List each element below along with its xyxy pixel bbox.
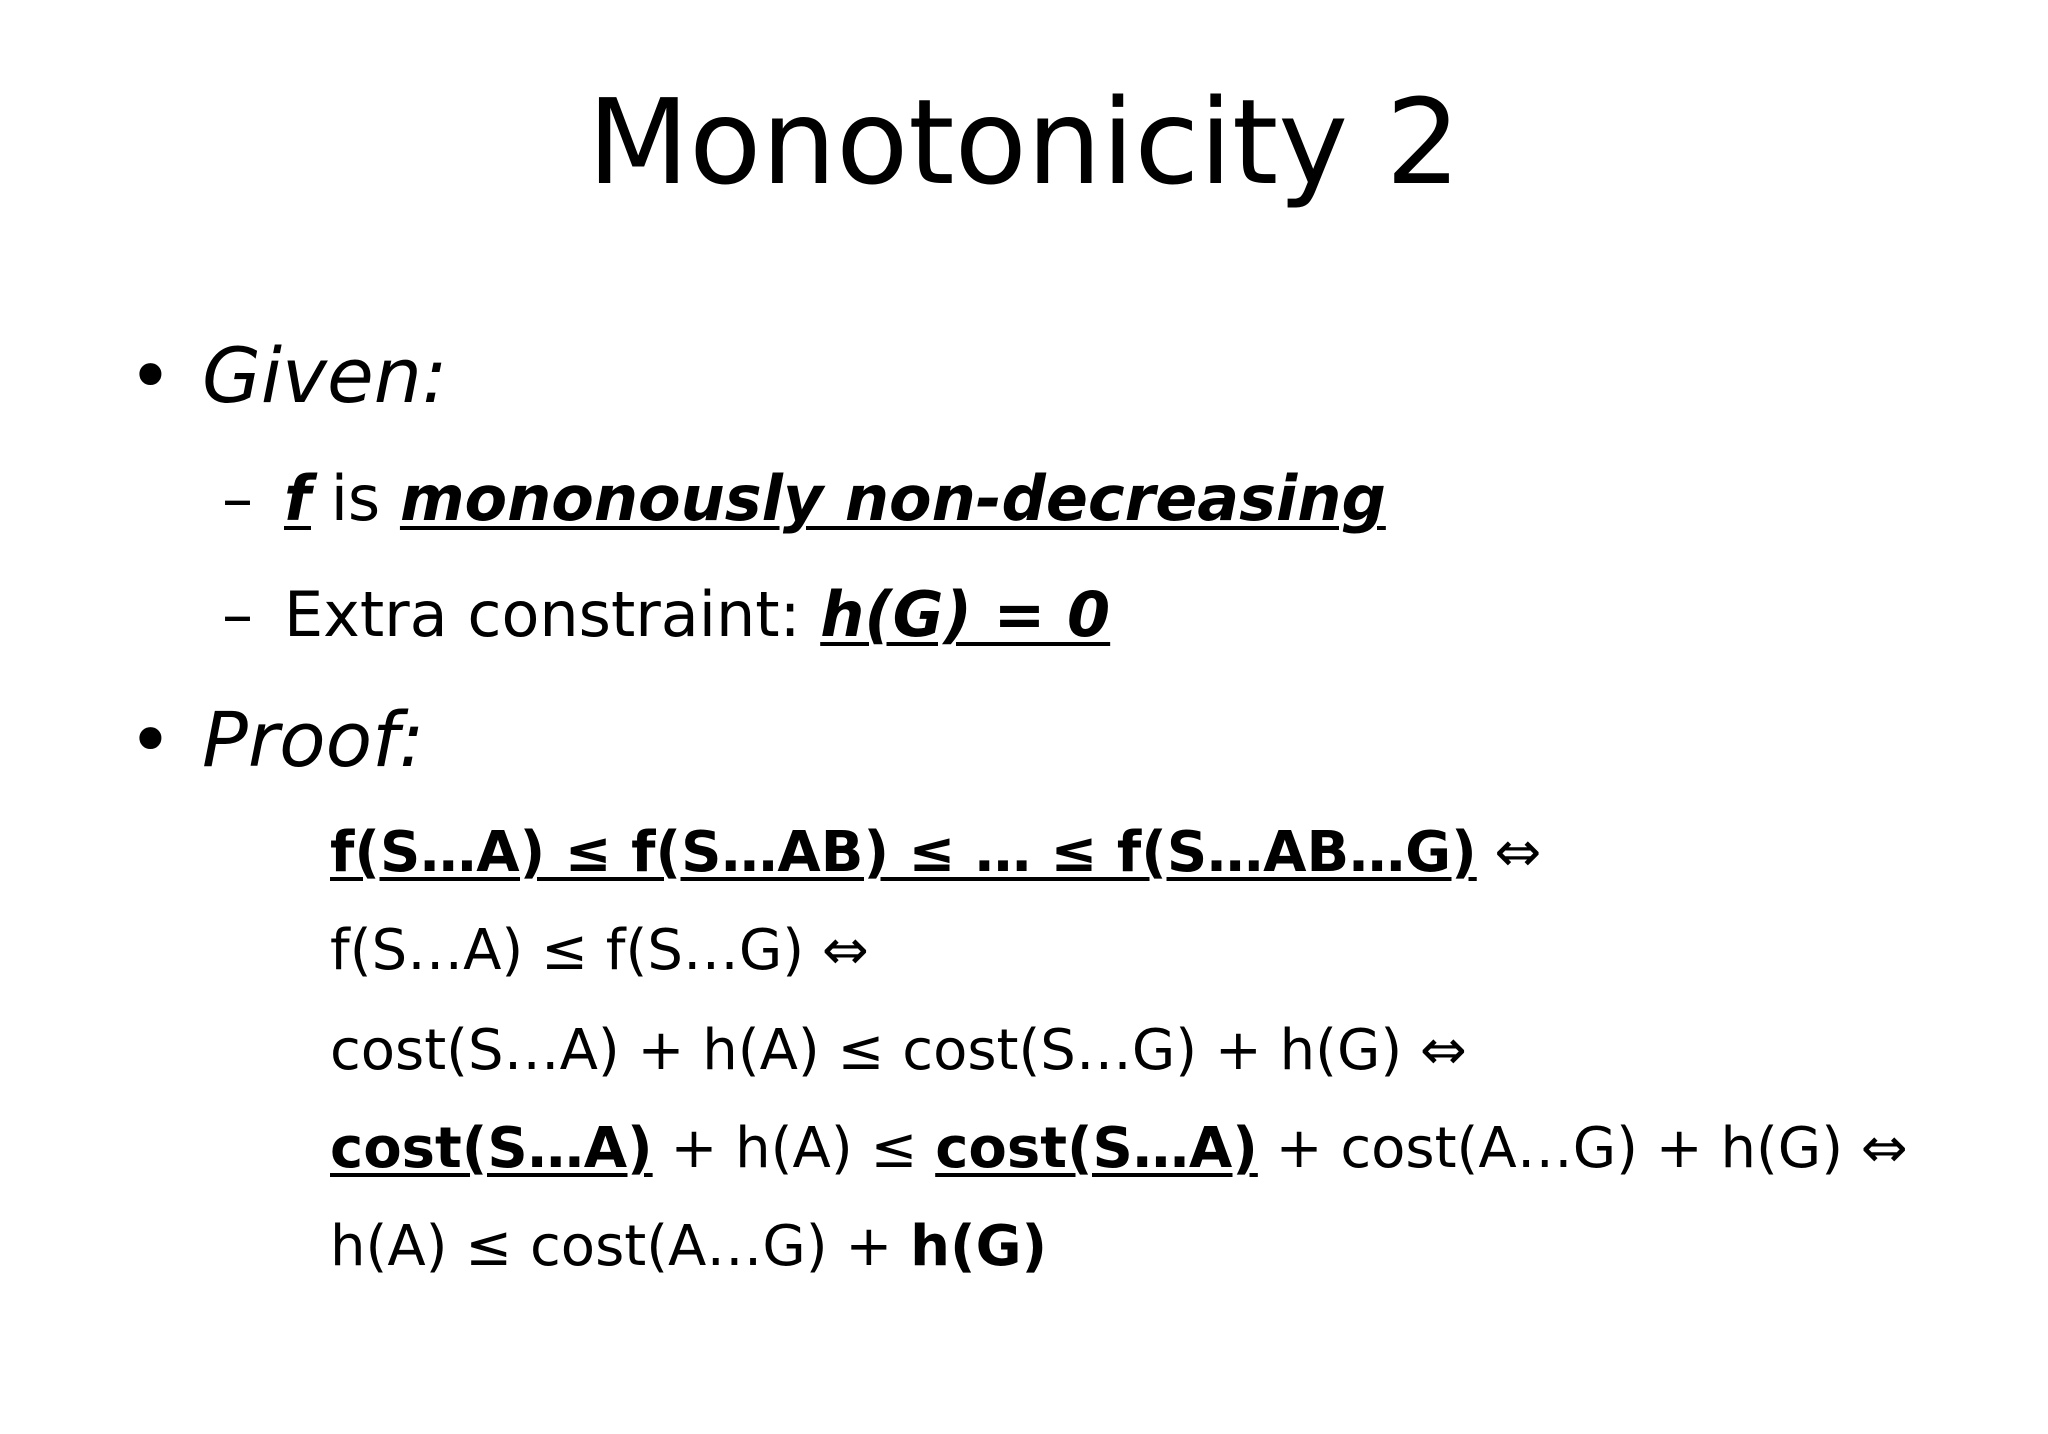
cost-term-right: cost(S…A): [935, 1116, 1258, 1181]
proof-chain: f(S…A) ≤ f(S…AB) ≤ … ≤ f(S…AB…G): [330, 820, 1477, 885]
proof-line-5-start: h(A) ≤ cost(A…G) +: [330, 1214, 911, 1279]
symbol-f: f: [284, 462, 311, 535]
dash-icon: –: [222, 462, 253, 535]
hg-term: h(G): [910, 1214, 1048, 1279]
proof-line-3: cost(S…A) + h(A) ≤ cost(S…G) + h(G) ⇔: [330, 1018, 1467, 1083]
proof-line-4-mid: + h(A) ≤: [652, 1116, 936, 1181]
text-extra-constraint: Extra constraint:: [284, 578, 821, 651]
proof-line-1: [330, 818, 1541, 888]
dash-icon: –: [222, 578, 253, 651]
cost-term-left: cost(S…A): [330, 1116, 653, 1181]
bullet-icon: •: [128, 695, 173, 784]
term-non-decreasing: mononously non-decreasing: [399, 462, 1386, 535]
text-is: is: [310, 462, 400, 535]
bullet-proof: [128, 694, 424, 786]
proof-line-4: [330, 1114, 1908, 1184]
bullet-icon: •: [128, 331, 173, 420]
subitem-f-monotonic: [222, 460, 1386, 538]
proof-line-4-end: + cost(A…G) + h(G) ⇔: [1257, 1116, 1908, 1181]
term-hg-zero: h(G) = 0: [820, 578, 1111, 651]
proof-line-2: f(S…A) ≤ f(S…G) ⇔: [330, 918, 869, 983]
bullet-given: [128, 330, 448, 422]
equiv-symbol: ⇔: [1476, 820, 1542, 885]
bullet-label-given: Given:: [202, 331, 448, 420]
bullet-label-proof: Proof:: [202, 695, 425, 784]
proof-line-5: [330, 1212, 1047, 1282]
subitem-extra-constraint: [222, 576, 1110, 654]
slide-title: Monotonicity 2: [587, 73, 1461, 211]
